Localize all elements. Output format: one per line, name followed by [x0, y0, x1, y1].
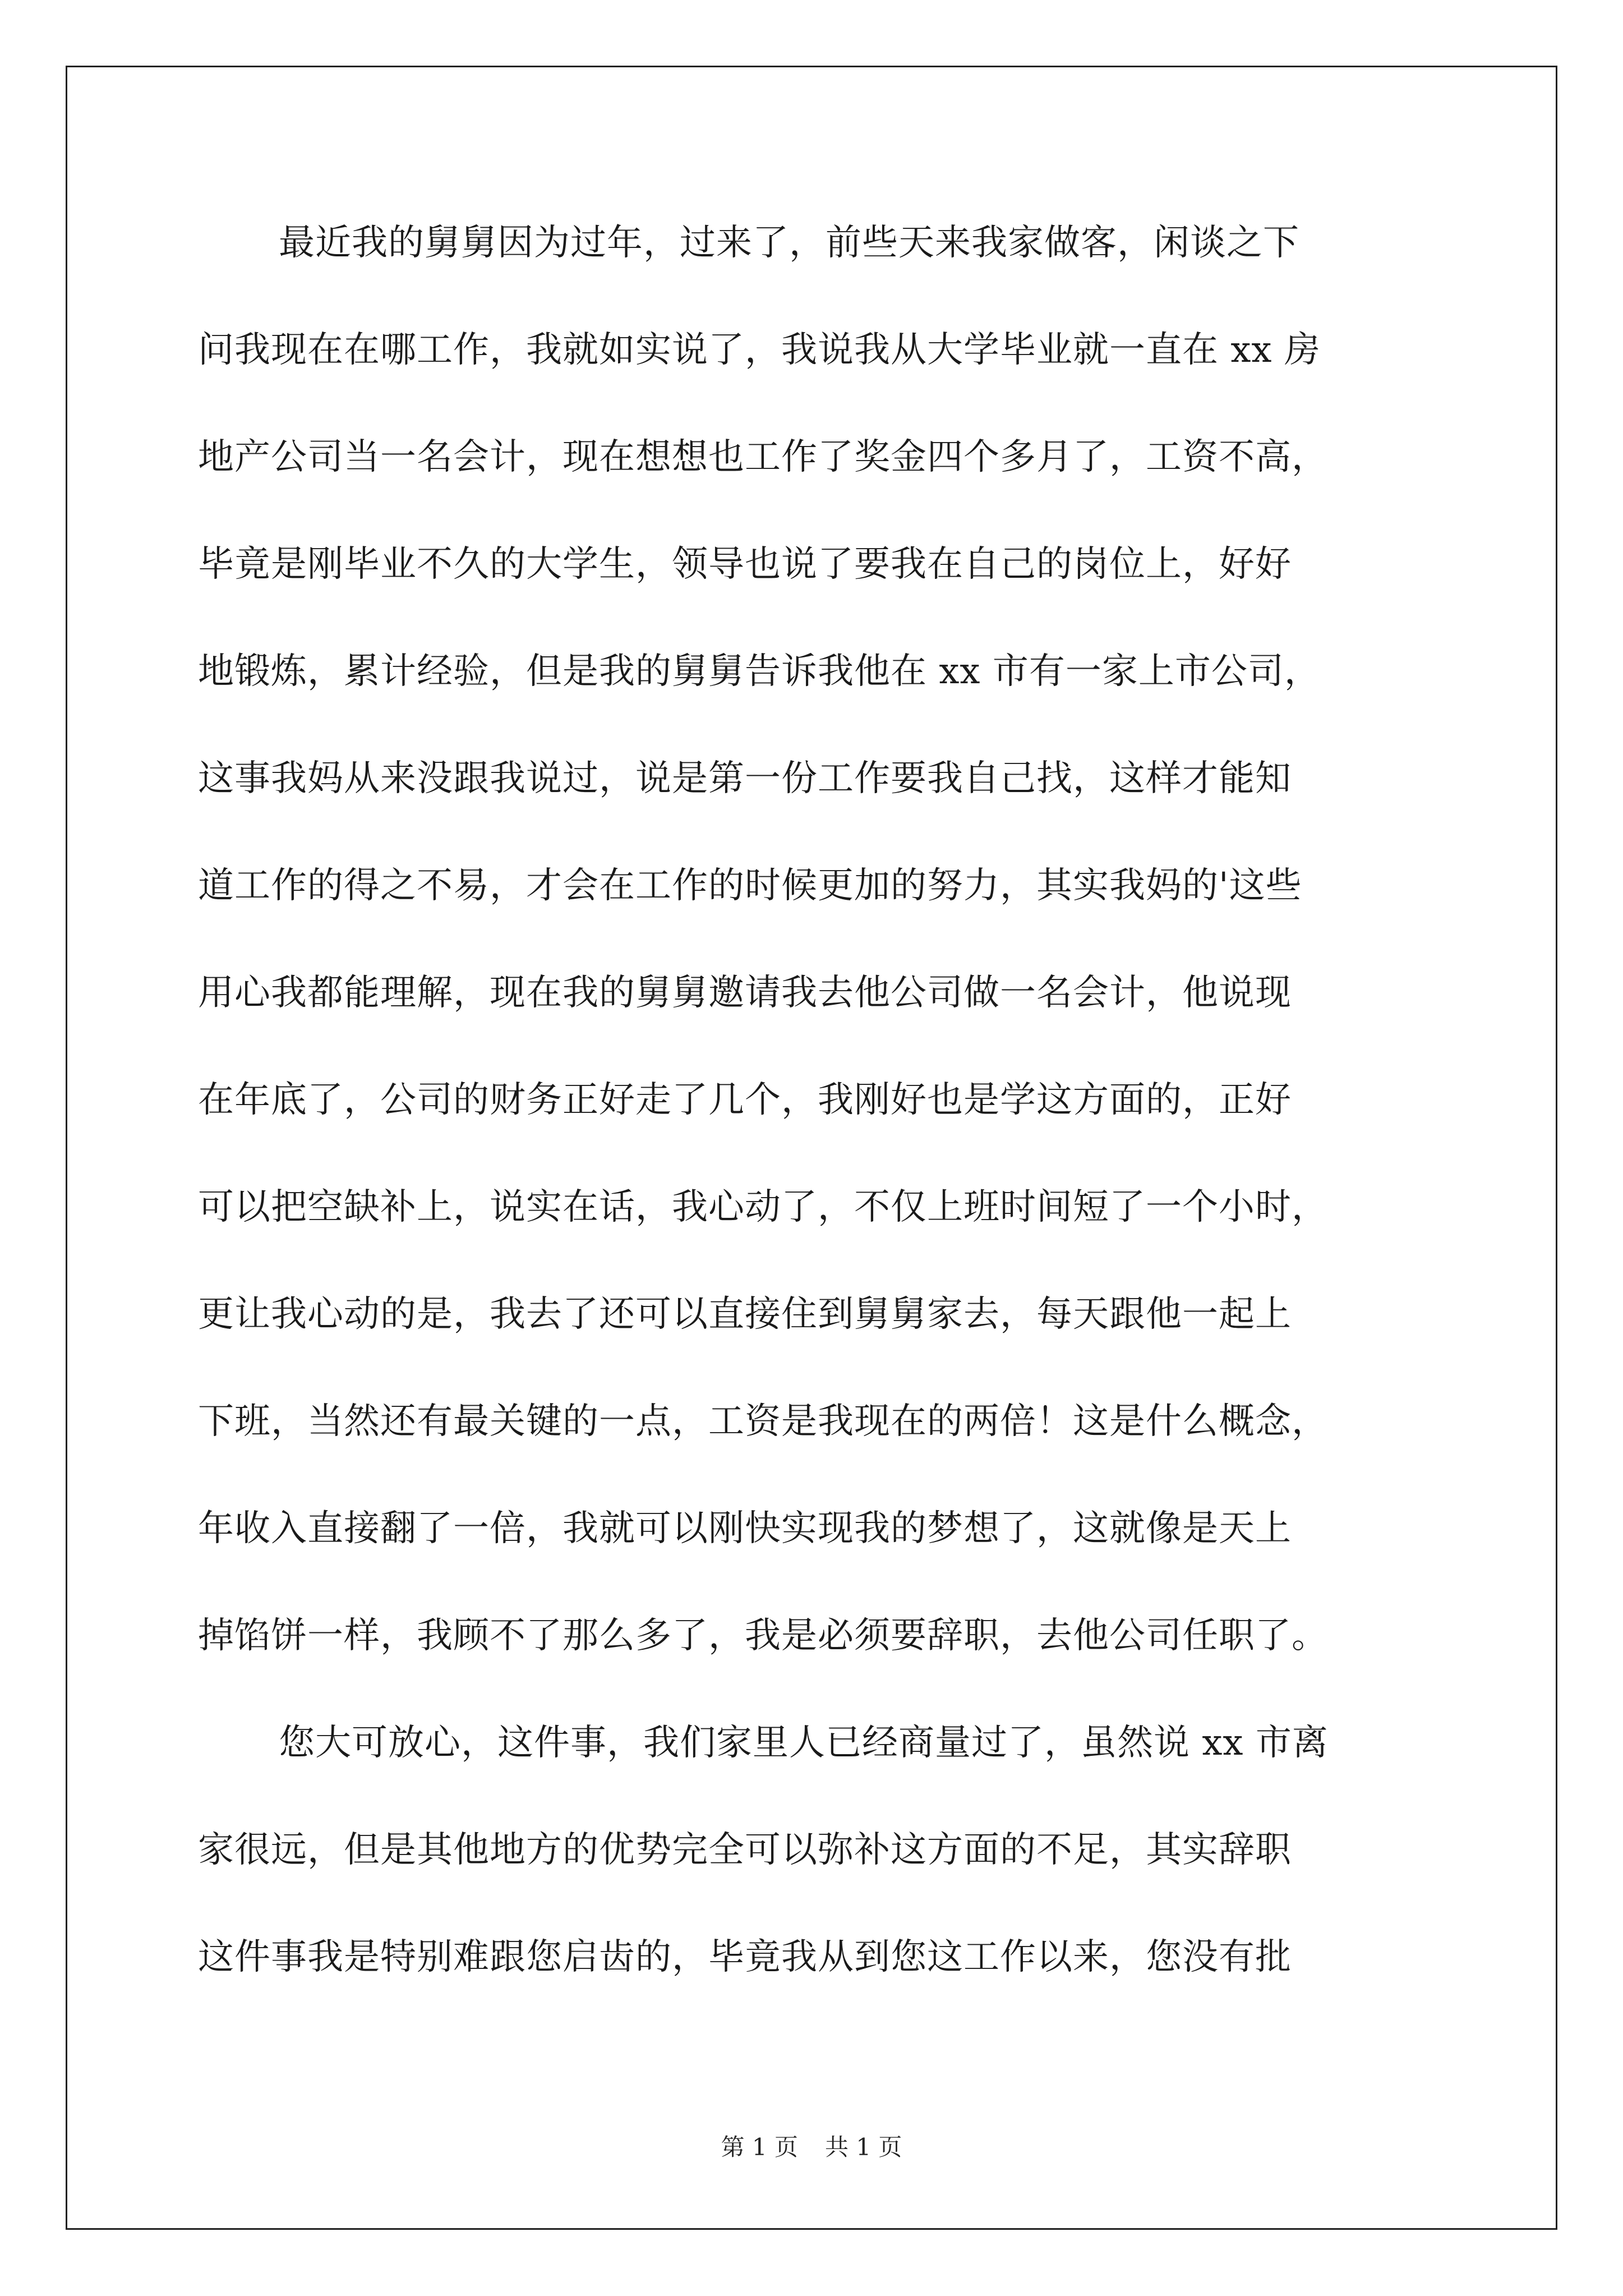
paragraph-line: 下班，当然还有最关键的一点，工资是我现在的两倍！这是什么概念， [198, 1401, 1328, 1442]
page-footer [0, 2132, 1623, 2163]
paragraph-line: 您大可放心，这件事，我们家里人已经商量过了，虽然说 xx 市离 [279, 1722, 1329, 1764]
paragraph-line: 更让我心动的是，我去了还可以直接住到舅舅家去，每天跟他一起上 [198, 1294, 1292, 1335]
paragraph-line: 问我现在在哪工作，我就如实说了，我说我从大学毕业就一直在 xx 房 [198, 329, 1321, 371]
paragraph-line: 这件事我是特别难跟您启齿的，毕竟我从到您这工作以来，您没有批 [198, 1936, 1292, 1978]
page-border [66, 66, 1557, 2230]
paragraph-line: 毕竟是刚毕业不久的大学生，领导也说了要我在自己的岗位上，好好 [198, 544, 1292, 585]
paragraph-line: 可以把空缺补上，说实在话，我心动了，不仅上班时间短了一个小时， [198, 1186, 1328, 1228]
paragraph-line: 在年底了，公司的财务正好走了几个，我刚好也是学这方面的，正好 [198, 1079, 1292, 1121]
paragraph-line: 用心我都能理解，现在我的舅舅邀请我去他公司做一名会计，他说现 [198, 972, 1292, 1014]
paragraph-line: 年收入直接翻了一倍，我就可以刚快实现我的梦想了，这就像是天上 [198, 1508, 1292, 1549]
paragraph-line: 家很远，但是其他地方的优势完全可以弥补这方面的不足，其实辞职 [198, 1829, 1292, 1871]
paragraph-line: 道工作的得之不易，才会在工作的时候更加的努力，其实我妈的'这些 [198, 865, 1302, 907]
paragraph-line: 地锻炼，累计经验，但是我的舅舅告诉我他在 xx 市有一家上市公司， [198, 651, 1321, 692]
paragraph-line: 地产公司当一名会计，现在想想也工作了奖金四个多月了，工资不高， [198, 436, 1328, 478]
paragraph-line: 这事我妈从来没跟我说过，说是第一份工作要我自己找，这样才能知 [198, 758, 1292, 799]
page-number: 第 1 页 [721, 2133, 798, 2161]
paragraph-line: 掉馅饼一样，我顾不了那么多了，我是必须要辞职，去他公司任职了。 [198, 1615, 1328, 1657]
page-total: 共 1 页 [825, 2133, 902, 2161]
paragraph-line: 最近我的舅舅因为过年，过来了，前些天来我家做客，闲谈之下 [279, 222, 1299, 264]
